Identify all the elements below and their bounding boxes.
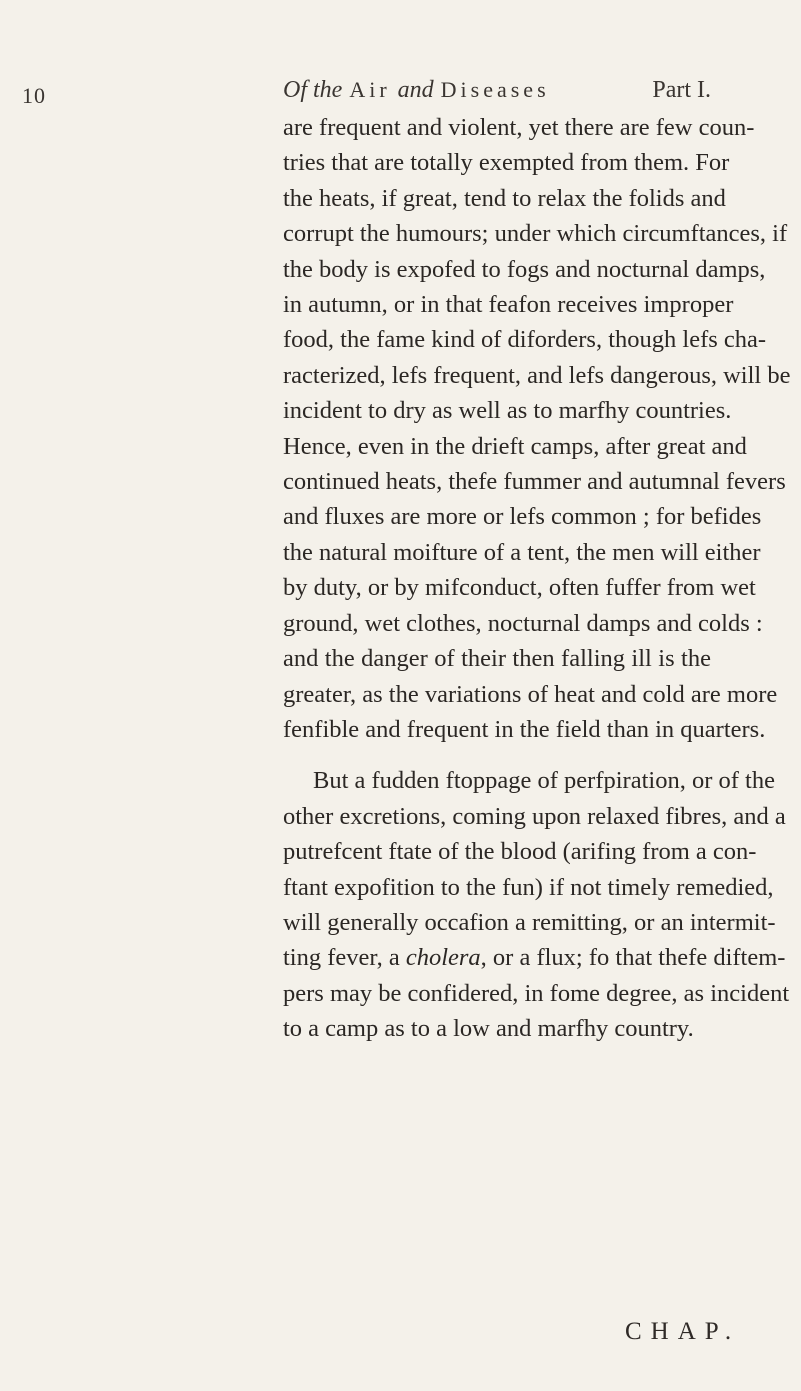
text-line: incident to dry as well as to marfhy countries.	[283, 397, 732, 425]
text-line: to a camp as to a low and marfhy country.	[283, 1015, 694, 1043]
running-title-diseases: Diseases	[440, 77, 550, 102]
text-line: continued heats, thefe fummer and autumnal fevers	[283, 468, 786, 496]
text-line: the natural moifture of a tent, the men will either	[283, 538, 761, 566]
text-line: pers may be confidered, in fome degree, as incident	[283, 979, 790, 1007]
text-fragment: ting fever, a	[283, 944, 406, 972]
text-line: putrefcent ftate of the blood (arifing from a con-	[283, 838, 757, 866]
text-line: tries that are totally exempted from them. For	[283, 149, 730, 177]
text-line: will generally occafion a remitting, or an intermit-	[283, 908, 776, 936]
text-line: and the danger of their then falling ill is the	[283, 645, 711, 673]
text-line: by duty, or by mifconduct, often fuffer from wet	[283, 574, 756, 602]
text-line: racterized, lefs frequent, and lefs dangerous, will be	[283, 361, 791, 389]
text-line: are frequent and violent, yet there are few coun-	[283, 114, 755, 141]
paragraph-gap	[283, 747, 711, 763]
running-title-and: and	[397, 77, 434, 103]
text-line: in autumn, or in that feafon receives improper	[283, 291, 734, 319]
text-line-cholera	[283, 940, 786, 975]
text-line: and fluxes are more or lefs common ; for befides	[283, 503, 762, 531]
italic-cholera: cholera	[405, 944, 481, 972]
text-line: But a fudden ftoppage of perfpiration, or of the	[313, 767, 775, 795]
text-line: ground, wet clothes, nocturnal damps and colds :	[283, 609, 763, 637]
running-title-of-the: Of the	[283, 77, 343, 103]
catchword: CHAP.	[625, 1318, 741, 1345]
page-number: 10	[22, 83, 46, 108]
part-label: Part I.	[652, 77, 711, 103]
text-line: fenfible and frequent in the field than in quarters.	[283, 715, 766, 743]
running-title-air: Air	[349, 77, 391, 102]
text-line: greater, as the variations of heat and cold are more	[283, 680, 778, 708]
text-line: the heats, if great, tend to relax the folids and	[283, 184, 726, 212]
text-line: ftant expofition to the fun) if not timely remedied,	[283, 873, 774, 901]
body-text	[283, 110, 791, 1047]
running-title	[283, 77, 550, 104]
running-head	[283, 77, 711, 104]
text-line: the body is expofed to fogs and nocturnal damps,	[283, 255, 766, 283]
text-line: corrupt the humours; under which circumftances, if	[283, 220, 788, 248]
text-line: other excretions, coming upon relaxed fibres, and a	[283, 802, 786, 830]
text-line: Hence, even in the drieft camps, after great and	[283, 432, 747, 460]
text-fragment: , or a flux; fo that thefe diftem-	[480, 944, 786, 972]
text-line: food, the fame kind of diforders, though lefs cha-	[283, 326, 767, 354]
